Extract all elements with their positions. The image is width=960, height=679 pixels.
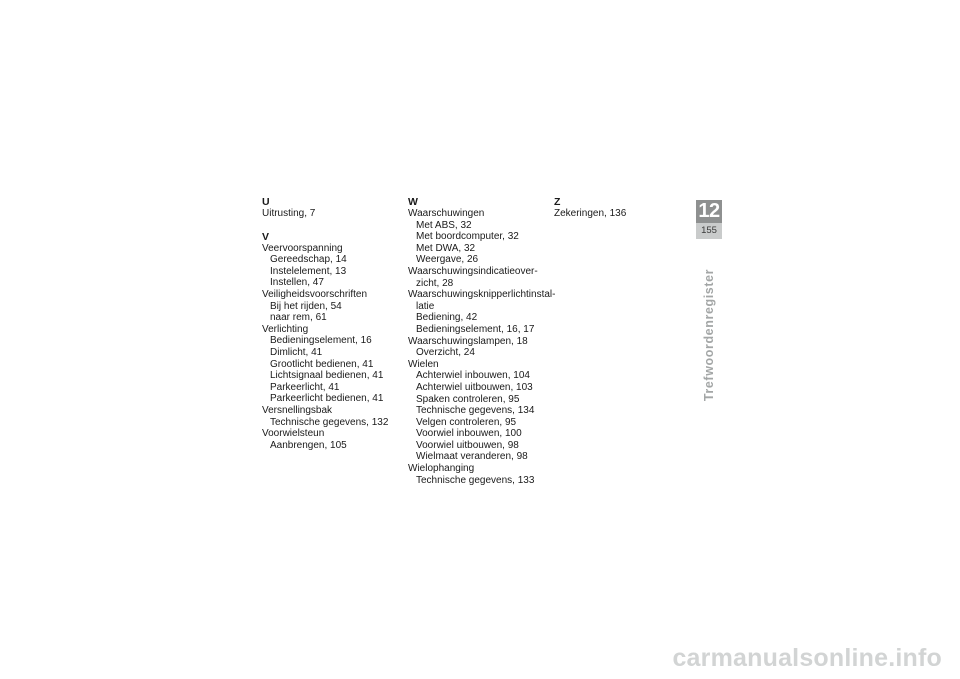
index-entry: Zekeringen, 136 xyxy=(554,208,627,219)
index-subentry: Wielmaat veranderen, 98 xyxy=(416,451,528,463)
index-section-u xyxy=(262,196,402,220)
index-section-w xyxy=(408,196,556,486)
index-subentry: Parkeerlicht bedienen, 41 xyxy=(270,393,384,405)
index-subentry: Met ABS, 32 xyxy=(416,219,472,231)
index-subentry: Achterwiel uitbouwen, 103 xyxy=(416,381,533,393)
index-subentry: Instelelement, 13 xyxy=(270,265,347,277)
index-entry-continuation: latie xyxy=(416,300,435,312)
index-subentry: Instellen, 47 xyxy=(270,277,324,289)
index-entry: Verlichting xyxy=(262,323,309,335)
chapter-side-title: Trefwoordenregister xyxy=(702,268,716,402)
index-section-v xyxy=(262,231,402,452)
section-letter-z: Z xyxy=(554,196,561,208)
index-entry: Veervoorspanning xyxy=(262,242,343,254)
section-letter-v: V xyxy=(262,230,270,243)
index-column-1 xyxy=(262,196,402,451)
index-subentry: Voorwiel uitbouwen, 98 xyxy=(416,439,519,451)
index-subentry: Technische gegevens, 134 xyxy=(416,405,535,417)
chapter-tab xyxy=(696,200,722,240)
index-subentry: Weergave, 26 xyxy=(416,254,479,266)
index-entry: Wielen xyxy=(408,358,439,370)
index-entry: Waarschuwingsknipperlichtinstal- xyxy=(408,289,556,301)
index-entry-continuation: zicht, 28 xyxy=(416,277,454,289)
index-section-z xyxy=(554,196,694,220)
index-subentry: Lichtsignaal bedienen, 41 xyxy=(270,370,384,382)
index-entry: Veiligheidsvoorschriften xyxy=(262,288,368,300)
index-subentry: Technische gegevens, 132 xyxy=(270,416,389,428)
index-subentry: Bij het rijden, 54 xyxy=(270,300,342,312)
index-entry: Waarschuwingsindicatieover- xyxy=(408,265,538,277)
index-column-3 xyxy=(554,196,694,220)
index-subentry: naar rem, 61 xyxy=(270,312,327,324)
index-entry: Uitrusting, 7 xyxy=(262,208,316,219)
index-subentry: Achterwiel inbouwen, 104 xyxy=(416,370,530,382)
index-subentry: Gereedschap, 14 xyxy=(270,254,347,266)
index-entry: Voorwielsteun xyxy=(262,428,325,440)
index-subentry: Met boordcomputer, 32 xyxy=(416,231,519,243)
index-subentry: Met DWA, 32 xyxy=(416,242,476,254)
index-subentry: Parkeerlicht, 41 xyxy=(270,381,340,393)
index-subentry: Technische gegevens, 133 xyxy=(416,474,535,486)
index-subentry: Grootlicht bedienen, 41 xyxy=(270,358,374,370)
index-subentry: Dimlicht, 41 xyxy=(270,346,323,358)
index-entry: Wielophanging xyxy=(408,463,475,475)
chapter-number: 12 xyxy=(696,200,722,223)
section-letter-w: W xyxy=(408,196,418,208)
index-subentry: Bediening, 42 xyxy=(416,312,478,324)
index-entry: Versnellingsbak xyxy=(262,404,333,416)
index-subentry: Bedieningselement, 16 xyxy=(270,335,372,347)
index-subentry: Overzicht, 24 xyxy=(416,347,475,359)
watermark: carmanualsonline.info xyxy=(672,644,942,672)
index-subentry: Aanbrengen, 105 xyxy=(270,439,347,451)
index-entry: Waarschuwingslampen, 18 xyxy=(408,335,528,347)
section-letter-u: U xyxy=(262,196,270,208)
index-entry: Waarschuwingen xyxy=(408,208,485,219)
page-number: 155 xyxy=(696,223,722,239)
index-subentry: Velgen controleren, 95 xyxy=(416,416,517,428)
index-column-2 xyxy=(408,196,556,486)
index-subentry: Voorwiel inbouwen, 100 xyxy=(416,428,522,440)
index-subentry: Bedieningselement, 16, 17 xyxy=(416,323,535,335)
index-subentry: Spaken controleren, 95 xyxy=(416,393,520,405)
